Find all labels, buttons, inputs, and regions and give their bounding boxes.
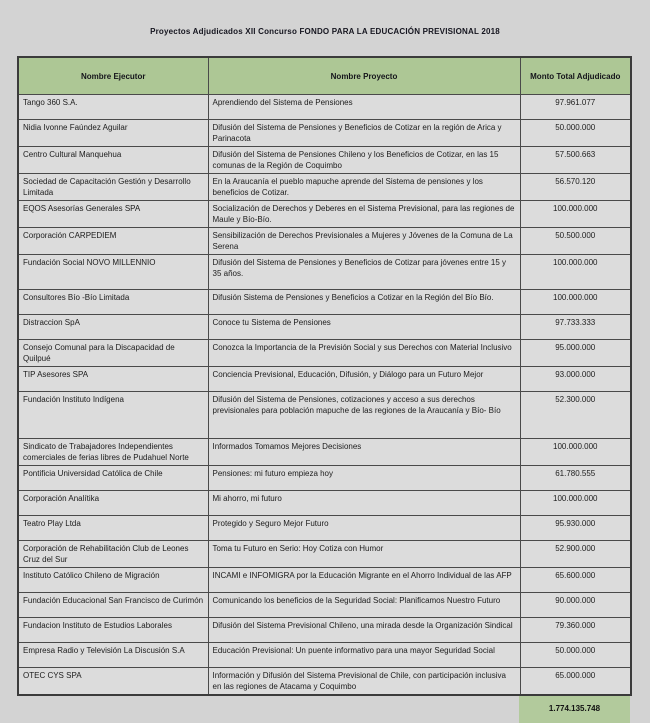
- table-row: [18, 255, 631, 290]
- column-header-nombre-proyecto: Nombre Proyecto: [208, 57, 520, 95]
- monto-cell: 90.000.000: [520, 593, 631, 618]
- table-row: [18, 439, 631, 466]
- monto-cell: 100.000.000: [520, 201, 631, 228]
- monto-cell: 100.000.000: [520, 439, 631, 466]
- ejecutor-cell: Empresa Radio y Televisión La Discusión S.A: [18, 643, 208, 668]
- ejecutor-cell: Fundación Educacional San Francisco de Curimón: [18, 593, 208, 618]
- monto-cell: 56.570.120: [520, 174, 631, 201]
- table-row: [18, 466, 631, 491]
- table-row: [18, 568, 631, 593]
- monto-cell: 52.900.000: [520, 541, 631, 568]
- table-row: [18, 340, 631, 367]
- proyecto-cell: Difusión del Sistema Previsional Chileno, una mirada desde la Organización Sindical: [208, 618, 520, 643]
- column-header-nombre-ejecutor: Nombre Ejecutor: [18, 57, 208, 95]
- table-header: [18, 57, 631, 95]
- proyecto-cell: Difusión del Sistema de Pensiones y Beneficios de Cotizar para jóvenes entre 15 y 35 años.: [208, 255, 520, 290]
- ejecutor-cell: Pontificia Universidad Católica de Chile: [18, 466, 208, 491]
- proyecto-cell: En la Araucanía el pueblo mapuche aprende del Sistema de pensiones y los beneficios de Cotizar.: [208, 174, 520, 201]
- table-row: [18, 147, 631, 174]
- column-header-monto-total: Monto Total Adjudicado: [520, 57, 631, 95]
- table-row: [18, 541, 631, 568]
- table-row: [18, 392, 631, 439]
- total-amount: 1.774.135.748: [519, 696, 630, 723]
- table-row: [18, 174, 631, 201]
- table-row: [18, 491, 631, 516]
- table-row: [18, 618, 631, 643]
- proyecto-cell: Difusión del Sistema de Pensiones y Beneficios de Cotizar en la región de Arica y Parinacota: [208, 120, 520, 147]
- proyecto-cell: Protegido y Seguro Mejor Futuro: [208, 516, 520, 541]
- table-body: [18, 95, 631, 696]
- proyecto-cell: Conciencia Previsional, Educación, Difusión, y Diálogo para un Futuro Mejor: [208, 367, 520, 392]
- proyecto-cell: Comunicando los beneficios de la Seguridad Social: Planificamos Nuestro Futuro: [208, 593, 520, 618]
- proyecto-cell: Educación Previsional: Un puente informativo para una mayor Seguridad Social: [208, 643, 520, 668]
- ejecutor-cell: Fundación Social NOVO MILLENNIO: [18, 255, 208, 290]
- ejecutor-cell: Nidia Ivonne Faúndez Aguilar: [18, 120, 208, 147]
- ejecutor-cell: Teatro Play Ltda: [18, 516, 208, 541]
- table-row: [18, 643, 631, 668]
- proyecto-cell: Pensiones: mi futuro empieza hoy: [208, 466, 520, 491]
- projects-table: [17, 56, 632, 696]
- table-row: [18, 290, 631, 315]
- proyecto-cell: Difusión Sistema de Pensiones y Beneficios a Cotizar en la Región del Bío Bío.: [208, 290, 520, 315]
- monto-cell: 100.000.000: [520, 290, 631, 315]
- proyecto-cell: Aprendiendo del Sistema de Pensiones: [208, 95, 520, 120]
- ejecutor-cell: EQOS Asesorías Generales SPA: [18, 201, 208, 228]
- table-row: [18, 228, 631, 255]
- ejecutor-cell: Fundacion Instituto de Estudios Laborales: [18, 618, 208, 643]
- proyecto-cell: Difusión del Sistema de Pensiones Chileno y los Beneficios de Cotizar, en las 15 comunas de la Región de Coquimbo: [208, 147, 520, 174]
- ejecutor-cell: Corporación de Rehabilitación Club de Leones Cruz del Sur: [18, 541, 208, 568]
- proyecto-cell: Sensibilización de Derechos Previsionales a Mujeres y Jóvenes de la Comuna de La Serena: [208, 228, 520, 255]
- proyecto-cell: Mi ahorro, mi futuro: [208, 491, 520, 516]
- proyecto-cell: Socialización de Derechos y Deberes en el Sistema Previsional, para las regiones de Maule y Bío-Bío.: [208, 201, 520, 228]
- table-row: [18, 516, 631, 541]
- ejecutor-cell: Sociedad de Capacitación Gestión y Desarrollo Limitada: [18, 174, 208, 201]
- ejecutor-cell: TIP Asesores SPA: [18, 367, 208, 392]
- page-title: Proyectos Adjudicados XII Concurso FONDO PARA LA EDUCACIÓN PREVISIONAL 2018: [150, 27, 500, 36]
- table-row: [18, 201, 631, 228]
- proyecto-cell: Conozca la Importancia de la Previsión Social y sus Derechos con Material Inclusivo: [208, 340, 520, 367]
- monto-cell: 50.000.000: [520, 643, 631, 668]
- proyecto-cell: Informados Tomamos Mejores Decisiones: [208, 439, 520, 466]
- ejecutor-cell: Corporación Analítika: [18, 491, 208, 516]
- total-row: [17, 696, 630, 723]
- monto-cell: 100.000.000: [520, 255, 631, 290]
- monto-cell: 79.360.000: [520, 618, 631, 643]
- monto-cell: 50.000.000: [520, 120, 631, 147]
- ejecutor-cell: Fundación Instituto Indígena: [18, 392, 208, 439]
- ejecutor-cell: Tango 360 S.A.: [18, 95, 208, 120]
- table-row: [18, 367, 631, 392]
- ejecutor-cell: Instituto Católico Chileno de Migración: [18, 568, 208, 593]
- ejecutor-cell: Centro Cultural Manquehua: [18, 147, 208, 174]
- monto-cell: 95.000.000: [520, 340, 631, 367]
- monto-cell: 100.000.000: [520, 491, 631, 516]
- monto-cell: 61.780.555: [520, 466, 631, 491]
- ejecutor-cell: OTEC CYS SPA: [18, 668, 208, 696]
- monto-cell: 97.961.077: [520, 95, 631, 120]
- proyecto-cell: Difusión del Sistema de Pensiones, cotizaciones y acceso a sus derechos previsionales para población mapuche de las regiones de la Araucanía y Bío- Bío: [208, 392, 520, 439]
- monto-cell: 93.000.000: [520, 367, 631, 392]
- table-row: [18, 95, 631, 120]
- proyecto-cell: Información y Difusión del Sistema Previsional de Chile, con participación inclusiva en las regiones de Atacama y Coquimbo: [208, 668, 520, 696]
- monto-cell: 97.733.333: [520, 315, 631, 340]
- monto-cell: 95.930.000: [520, 516, 631, 541]
- table-row: [18, 593, 631, 618]
- table-row: [18, 120, 631, 147]
- table-row: [18, 315, 631, 340]
- monto-cell: 65.000.000: [520, 668, 631, 696]
- ejecutor-cell: Sindicato de Trabajadores Independientes comerciales de ferias libres de Pudahuel Norte: [18, 439, 208, 466]
- proyecto-cell: Conoce tu Sistema de Pensiones: [208, 315, 520, 340]
- monto-cell: 65.600.000: [520, 568, 631, 593]
- ejecutor-cell: Consejo Comunal para la Discapacidad de Quilpué: [18, 340, 208, 367]
- proyecto-cell: Toma tu Futuro en Serio: Hoy Cotiza con Humor: [208, 541, 520, 568]
- monto-cell: 52.300.000: [520, 392, 631, 439]
- monto-cell: 50.500.000: [520, 228, 631, 255]
- ejecutor-cell: Corporación CARPEDIEM: [18, 228, 208, 255]
- table-row: [18, 668, 631, 696]
- ejecutor-cell: Distraccion SpA: [18, 315, 208, 340]
- proyecto-cell: INCAMI e INFOMIGRA por la Educación Migrante en el Ahorro Individual de las AFP: [208, 568, 520, 593]
- monto-cell: 57.500.663: [520, 147, 631, 174]
- ejecutor-cell: Consultores Bío -Bío Limitada: [18, 290, 208, 315]
